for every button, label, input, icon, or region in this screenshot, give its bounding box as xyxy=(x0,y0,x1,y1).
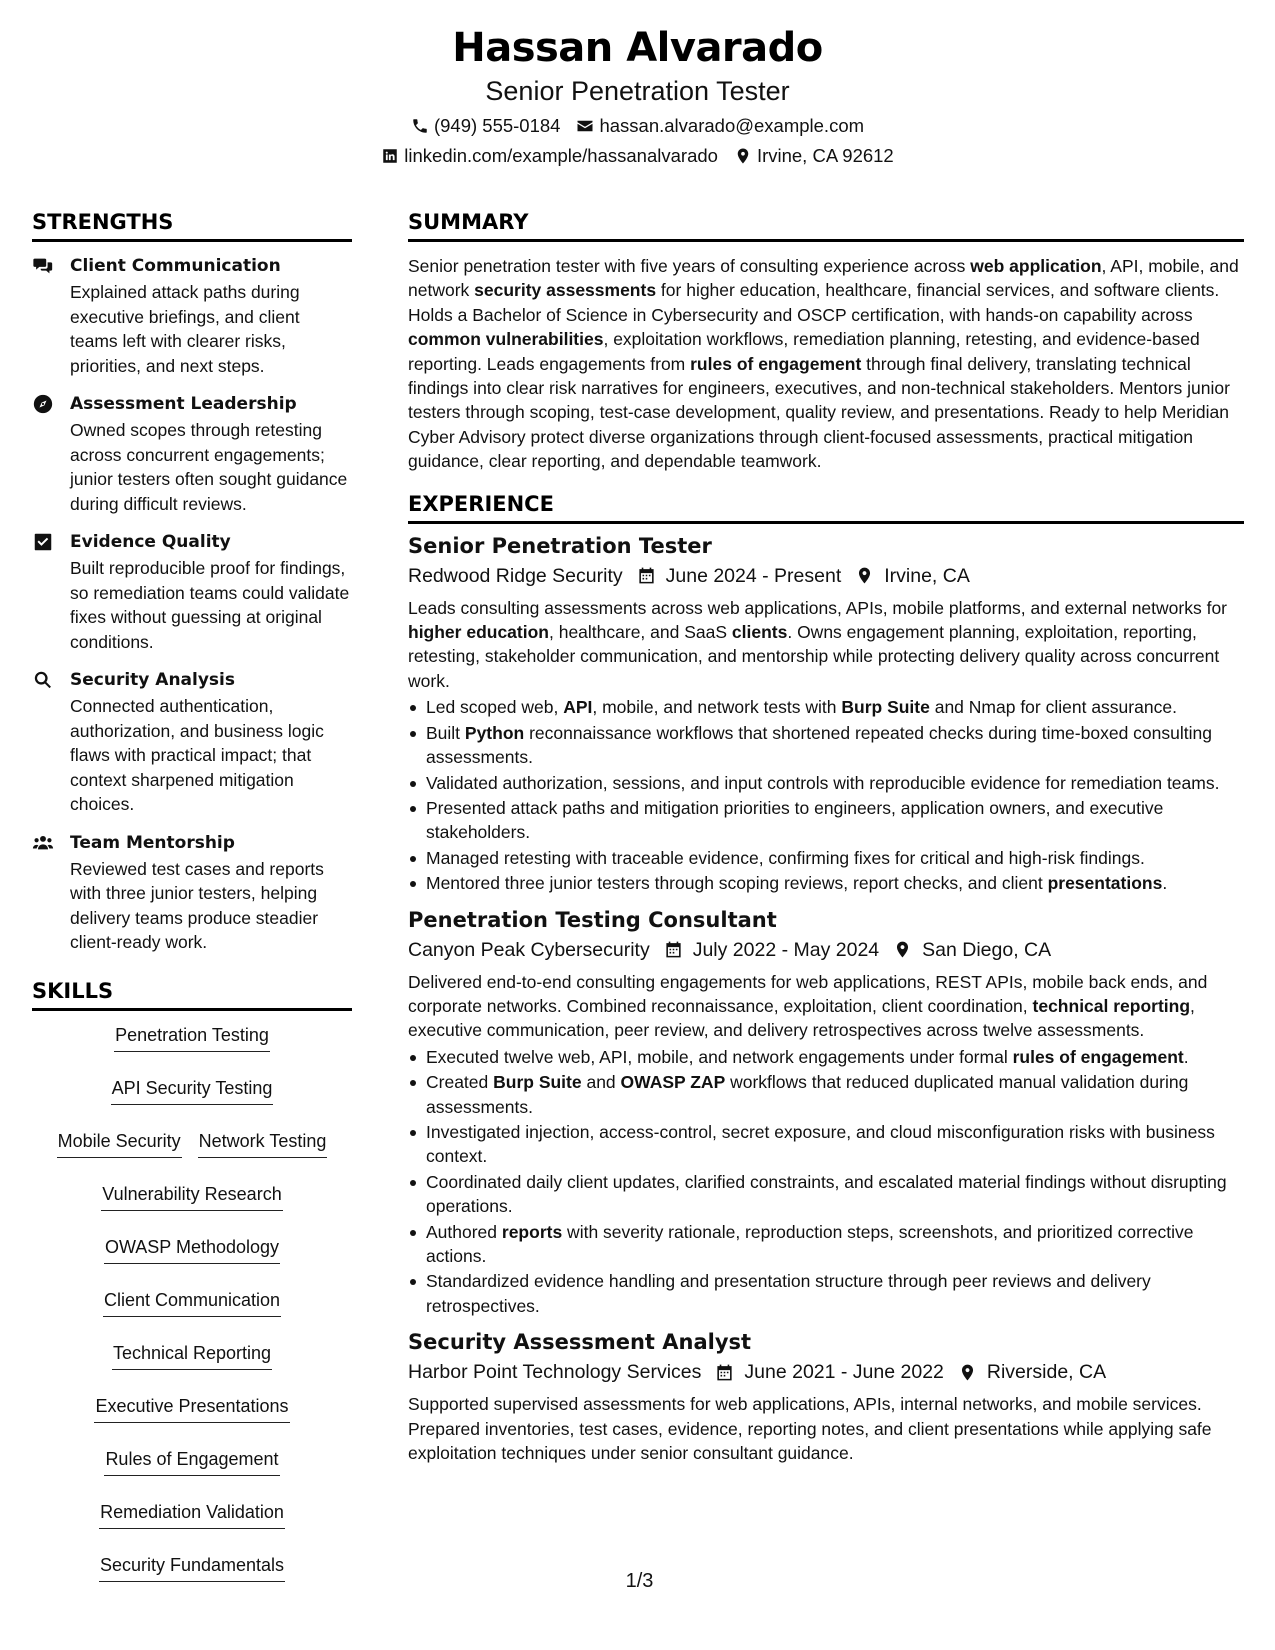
text-run: Mentored three junior testers through scoping reviews, report checks, and client xyxy=(426,873,1048,894)
emphasis-text: rules of engagement xyxy=(690,353,862,374)
text-run: Supported supervised assessments for web applications, APIs, internal networks, and mobile services. Prepared inventories, test cases, evidence, reporting notes, and client presentations while applying safe exploitation techniques under senior consultant guidance. xyxy=(408,1394,1212,1464)
emphasis-text: web application xyxy=(970,256,1102,276)
text-run: Presented attack paths and mitigation priorities to engineers, application owners, and executive stakeholders. xyxy=(426,797,1164,843)
bullet-item xyxy=(408,1070,1244,1119)
strength-description: Built reproducible proof for findings, so remediation teams could validate fixes without guessing at original conditions. xyxy=(70,558,350,652)
map-pin-icon xyxy=(855,566,874,585)
emphasis-text: API xyxy=(563,697,593,718)
text-run: Built xyxy=(426,722,465,743)
skills-heading: SKILLS xyxy=(32,977,352,1011)
bullet-item xyxy=(408,721,1244,770)
email-text[interactable]: hassan.alvarado@example.com xyxy=(599,115,865,136)
strength-title: Team Mentorship xyxy=(70,832,235,853)
text-run: Validated authorization, sessions, and input controls with reproducible evidence for remediation teams. xyxy=(426,772,1220,793)
text-run: . xyxy=(1162,873,1168,894)
job-title: Senior Penetration Tester xyxy=(408,533,712,558)
skill-tag: OWASP Methodology xyxy=(104,1235,280,1264)
job-description xyxy=(408,970,1244,1043)
text-run: through final delivery, translating technical findings into clear risk narratives for engineers, executives, and non-technical stakeholders. Mentors junior testers through scoping, test-case development, quality review, and presentations. Ready to help Meridian Cyber Advisory protect diverse organizations through client-focused assessments, practical mitigation guidance, clear reporting, and dependable teamwork. xyxy=(408,353,1230,472)
text-run: Created xyxy=(426,1072,494,1093)
summary-heading: SUMMARY xyxy=(408,208,1244,242)
company-name: Redwood Ridge Security xyxy=(408,564,623,587)
text-run: with severity rationale, reproduction steps, screenshots, and prioritized corrective actions. xyxy=(426,1221,1194,1266)
compass-icon xyxy=(32,393,54,415)
emphasis-text: clients xyxy=(731,622,788,643)
strength-title: Client Communication xyxy=(70,256,281,276)
text-run: Leads consulting assessments across web applications, APIs, mobile platforms, and external networks for xyxy=(408,597,1228,618)
skill-tag: Remediation Validation xyxy=(99,1500,285,1529)
right-column xyxy=(408,208,1244,1475)
left-column xyxy=(32,208,352,1594)
emphasis-text: Burp Suite xyxy=(841,697,930,718)
emphasis-text: OWASP ZAP xyxy=(620,1072,726,1093)
contact-row-2 xyxy=(0,144,1275,168)
strength-title: Evidence Quality xyxy=(70,532,231,552)
job-location: Irvine, CA xyxy=(884,564,970,587)
strengths-list xyxy=(32,254,352,955)
search-icon xyxy=(32,669,54,691)
job-bullets xyxy=(408,1045,1244,1318)
job-entry xyxy=(408,1328,1244,1465)
location-contact xyxy=(734,144,894,168)
emphasis-text: Burp Suite xyxy=(493,1072,582,1093)
strength-item xyxy=(32,668,352,817)
skill-tag: Client Communication xyxy=(103,1288,281,1317)
bullet-item xyxy=(408,1269,1244,1318)
job-description xyxy=(408,596,1244,694)
linkedin-contact[interactable] xyxy=(381,144,718,168)
candidate-name: Hassan Alvarado xyxy=(452,25,823,71)
skill-tag: Security Fundamentals xyxy=(99,1553,285,1582)
map-pin-icon xyxy=(734,147,752,165)
job-location: Riverside, CA xyxy=(986,1361,1107,1384)
skills-list xyxy=(32,1023,352,1594)
phone-contact xyxy=(411,114,561,138)
bullet-item xyxy=(408,1045,1244,1069)
strength-description: Explained attack paths during executive briefings, and client teams left with clearer risks, priorities, and next steps. xyxy=(70,282,300,376)
page-number-text: 1/3 xyxy=(625,1570,654,1592)
strength-item xyxy=(32,392,352,516)
job-dates: June 2021 - June 2022 xyxy=(744,1361,944,1384)
text-run: Investigated injection, access-control, secret exposure, and cloud misconfiguration risks with business context. xyxy=(426,1121,1215,1167)
emphasis-text: presentations xyxy=(1047,873,1163,894)
bullet-item xyxy=(408,1120,1244,1169)
envelope-icon xyxy=(576,117,594,135)
text-run: for higher education, healthcare, financial services, and software clients. Holds a Bachelor of Science in Cybersecurity and OSCP certification, with hands-on capability across xyxy=(408,280,1220,325)
location-text: Irvine, CA 92612 xyxy=(756,145,894,166)
text-run: Coordinated daily client updates, clarified constraints, and escalated material findings without disrupting operations. xyxy=(426,1171,1227,1217)
job-title: Penetration Testing Consultant xyxy=(408,907,777,932)
emphasis-text: rules of engagement xyxy=(1012,1046,1184,1067)
job-meta xyxy=(408,936,1244,964)
text-run: , executive communication, peer review, and delivery retrospectives across twelve assessments. xyxy=(408,995,1195,1041)
bullet-item xyxy=(408,871,1244,895)
skill-tag: Rules of Engagement xyxy=(104,1447,279,1476)
job-description xyxy=(408,1392,1244,1465)
text-run: , healthcare, and SaaS xyxy=(548,622,732,643)
email-contact[interactable] xyxy=(576,114,864,138)
text-run: Senior penetration tester with five years of consulting experience across xyxy=(408,256,971,276)
text-run: reconnaissance workflows that shortened repeated checks during time-boxed consulting assessments. xyxy=(426,722,1212,768)
text-run: , exploitation workflows, remediation planning, retesting, and evidence-based reporting. Leads engagements from xyxy=(408,329,1200,374)
skill-tag: API Security Testing xyxy=(111,1076,274,1105)
text-run: . xyxy=(1183,1046,1189,1067)
job-location: San Diego, CA xyxy=(922,938,1052,961)
strength-item xyxy=(32,530,352,654)
skill-tag: Penetration Testing xyxy=(114,1023,270,1052)
strength-title: Security Analysis xyxy=(70,670,235,690)
users-icon xyxy=(32,832,54,854)
skill-tag: Technical Reporting xyxy=(112,1341,272,1370)
calendar-icon xyxy=(664,940,683,959)
bullet-item xyxy=(408,771,1244,795)
page-number xyxy=(0,1568,1275,1594)
emphasis-text: higher education xyxy=(408,622,549,643)
job-bullets xyxy=(408,695,1244,895)
job-dates: July 2022 - May 2024 xyxy=(692,938,880,961)
company-name: Canyon Peak Cybersecurity xyxy=(408,938,650,961)
text-run: and Nmap for client assurance. xyxy=(929,697,1177,718)
bullet-item xyxy=(408,1170,1244,1219)
checkbox-icon xyxy=(32,531,54,553)
text-run: Managed retesting with traceable evidence, confirming fixes for critical and high-risk findings. xyxy=(426,847,1145,868)
bullet-item xyxy=(408,695,1244,719)
jobs-list xyxy=(408,532,1244,1466)
bullet-item xyxy=(408,846,1244,870)
text-run: Delivered end-to-end consulting engagements for web applications, REST APIs, mobile back ends, and corporate networks. Combined reconnaissance, exploitation, client coordination, xyxy=(408,971,1208,1016)
skill-tag: Network Testing xyxy=(198,1129,328,1158)
strength-description: Reviewed test cases and reports with three junior testers, helping delivery teams produce steadier client-ready work. xyxy=(70,858,324,952)
phone-icon xyxy=(411,117,429,135)
resume-header xyxy=(0,24,1275,168)
strength-description: Connected authentication, authorization, and business logic flaws with practical impact; that context sharpened mitigation choices. xyxy=(70,696,324,814)
linkedin-text[interactable]: linkedin.com/example/hassanalvarado xyxy=(404,145,718,166)
strength-item xyxy=(32,254,352,378)
company-name: Harbor Point Technology Services xyxy=(408,1361,702,1384)
emphasis-text: security assessments xyxy=(474,280,657,301)
emphasis-text: technical reporting xyxy=(1032,995,1191,1016)
text-run: Led scoped web, xyxy=(426,697,564,718)
experience-heading: EXPERIENCE xyxy=(408,490,1244,524)
job-dates: June 2024 - Present xyxy=(665,564,842,587)
text-run: Executed twelve web, API, mobile, and network engagements under formal xyxy=(426,1046,1013,1067)
text-run: Authored xyxy=(426,1221,502,1242)
skill-tag: Mobile Security xyxy=(57,1129,182,1158)
job-entry xyxy=(408,532,1244,896)
strength-title: Assessment Leadership xyxy=(70,394,297,414)
skill-tag: Executive Presentations xyxy=(94,1394,289,1423)
bullet-item xyxy=(408,1220,1244,1269)
map-pin-icon xyxy=(893,940,912,959)
calendar-icon xyxy=(637,566,656,585)
text-run: , mobile, and network tests with xyxy=(592,697,842,718)
calendar-icon xyxy=(715,1363,734,1382)
text-run: . Owns engagement planning, exploitation, reporting, retesting, stakeholder communication, and mentorship while protecting delivery quality across concurrent work. xyxy=(408,622,1220,691)
phone-text: (949) 555-0184 xyxy=(433,115,561,136)
emphasis-text: reports xyxy=(501,1221,563,1242)
strength-item xyxy=(32,831,352,955)
text-run: workflows that reduced duplicated manual validation during assessments. xyxy=(426,1072,1189,1117)
emphasis-text: Python xyxy=(464,722,525,743)
comments-icon xyxy=(32,255,54,277)
contact-row-1 xyxy=(0,114,1275,138)
strengths-heading: STRENGTHS xyxy=(32,208,352,242)
summary-paragraph xyxy=(408,254,1244,474)
job-title: Security Assessment Analyst xyxy=(408,1330,752,1355)
text-run: Standardized evidence handling and presentation structure through peer reviews and delivery retrospectives. xyxy=(426,1271,1151,1316)
text-run: and xyxy=(581,1072,621,1093)
candidate-title: Senior Penetration Tester xyxy=(485,76,790,106)
job-entry xyxy=(408,906,1244,1319)
skill-tag: Vulnerability Research xyxy=(101,1182,282,1211)
map-pin-icon xyxy=(958,1363,977,1382)
job-meta xyxy=(408,562,1244,590)
linkedin-icon xyxy=(381,147,399,165)
job-meta xyxy=(408,1358,1244,1386)
strength-description: Owned scopes through retesting across concurrent engagements; junior testers often sought guidance during difficult reviews. xyxy=(70,420,348,514)
bullet-item xyxy=(408,796,1244,845)
emphasis-text: common vulnerabilities xyxy=(408,329,604,350)
text-run: , API, mobile, and network xyxy=(408,256,1239,301)
